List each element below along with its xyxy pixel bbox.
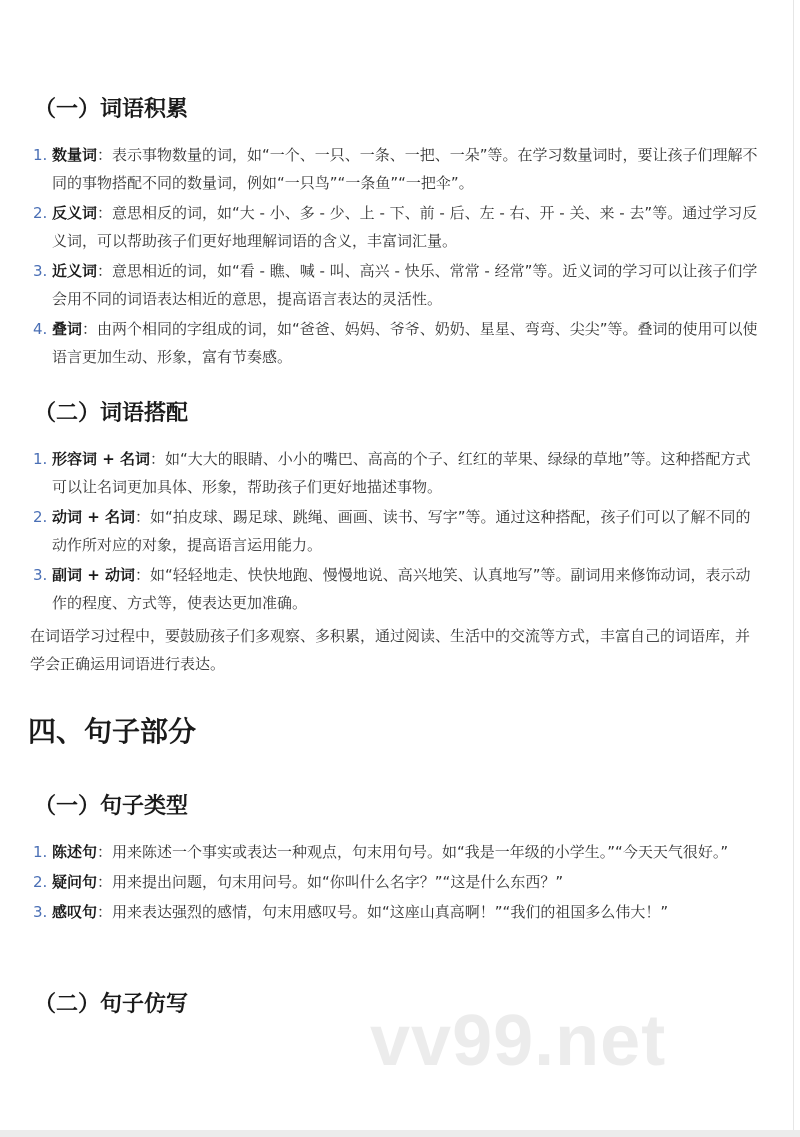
section-heading: （二）词语搭配 <box>34 401 189 426</box>
list-item: 1. 陈述句：用来陈述一个事实或表达一种观点，句末用句号。如“我是一年级的小学生。”“今天天气很好。” <box>33 843 729 861</box>
summary-paragraph: 在词语学习过程中，要鼓励孩子们多观察、多积累，通过阅读、生活中的交流等方式，丰富自己的词语库，并学会正确运用词语进行表达。 <box>30 627 751 673</box>
part-heading: 四、句子部分 <box>28 715 197 748</box>
section-heading: （一）句子类型 <box>34 794 189 819</box>
list-item: 2. 反义词：意思相反的词，如“大 - 小、多 - 少、上 - 下、前 - 后、左 - 右、开 - 关、来 - 去”等。通过学习反义词，可以帮助孩子们更好地理解词语的含义，丰富词汇量。 <box>33 204 758 250</box>
watermark: vv99.net <box>370 1001 667 1081</box>
list-item: 3. 近义词：意思相近的词，如“看 - 瞧、喊 - 叫、高兴 - 快乐、常常 - 经常”等。近义词的学习可以让孩子们学会用不同的词语表达相近的意思，提高语言表达的灵活性。 <box>33 262 758 308</box>
sentence-types-list <box>0 838 760 928</box>
list-item: 3. 感叹句：用来表达强烈的感情，句末用感叹号。如“这座山真高啊！”“我们的祖国多么伟大！” <box>33 903 669 921</box>
page-bottom-edge <box>0 1130 800 1137</box>
list-item: 4. 叠词：由两个相同的字组成的词，如“爸爸、妈妈、爷爷、奶奶、星星、弯弯、尖尖”等。叠词的使用可以使语言更加生动、形象，富有节奏感。 <box>33 320 758 366</box>
word-accumulation-list <box>0 141 760 373</box>
list-item: 3. 副词 + 动词：如“轻轻地走、快快地跑、慢慢地说、高兴地笑、认真地写”等。副词用来修饰动词，表示动作的程度、方式等，使表达更加准确。 <box>33 566 751 612</box>
list-item: 2. 动词 + 名词：如“拍皮球、踢足球、跳绳、画画、读书、写字”等。通过这种搭配，孩子们可以了解不同的动作所对应的对象，提高语言运用能力。 <box>33 508 751 554</box>
section-heading: （一）词语积累 <box>34 97 189 122</box>
section-heading: （二）句子仿写 <box>34 992 189 1017</box>
list-item: 1. 数量词：表示事物数量的词，如“一个、一只、一条、一把、一朵”等。在学习数量词时，要让孩子们理解不同的事物搭配不同的数量词，例如“一只鸟”“一条鱼”“一把伞”。 <box>33 146 758 192</box>
word-collocation-list <box>0 445 760 619</box>
list-item: 1. 形容词 + 名词：如“大大的眼睛、小小的嘴巴、高高的个子、红红的苹果、绿绿的草地”等。这种搭配方式可以让名词更加具体、形象，帮助孩子们更好地描述事物。 <box>33 450 751 496</box>
list-item: 2. 疑问句：用来提出问题，句末用问号。如“你叫什么名字？”“这是什么东西？” <box>33 873 564 891</box>
